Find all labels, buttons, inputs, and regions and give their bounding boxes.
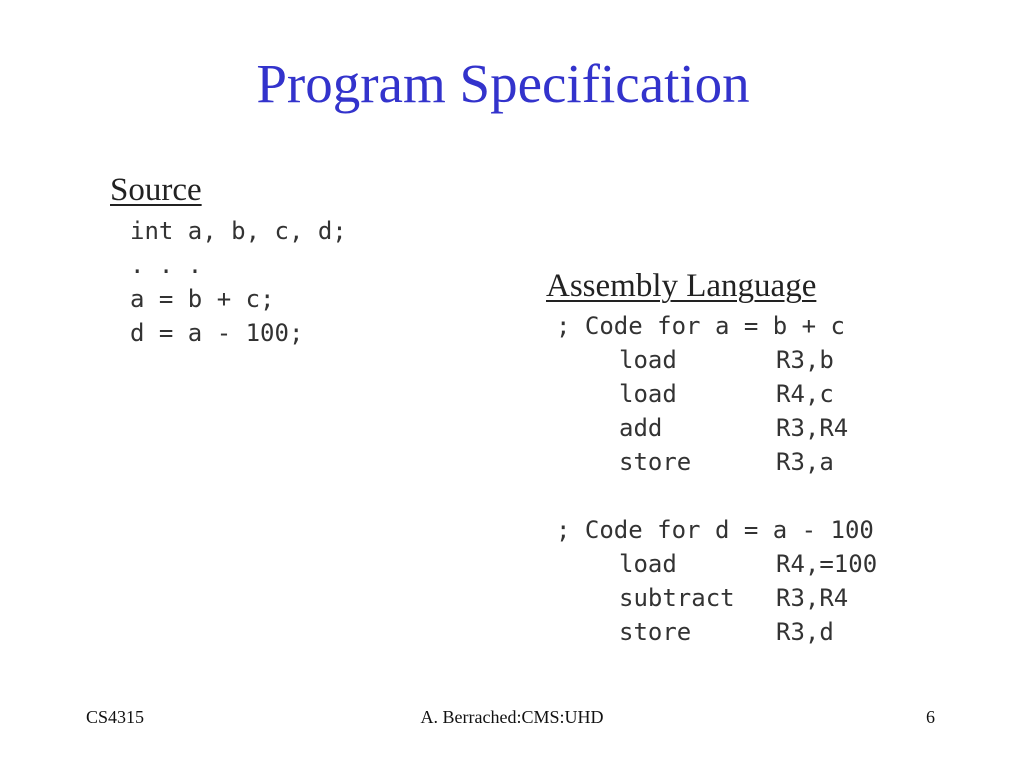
instruction-args: R4,c xyxy=(776,380,834,408)
instruction-op: subtract xyxy=(619,584,735,612)
source-line: a = b + c; xyxy=(130,285,275,313)
assembly-comment: ; Code for a = b + c xyxy=(556,312,845,340)
slide-title: Program Specification xyxy=(256,53,750,114)
instruction-op: store xyxy=(619,448,692,476)
instruction-args: R3,b xyxy=(776,346,834,374)
source-heading: Source xyxy=(110,172,202,208)
instruction-args: R3,R4 xyxy=(776,584,849,612)
source-line: int a, b, c, d; xyxy=(130,217,347,245)
instruction-op: store xyxy=(619,618,692,646)
source-line: d = a - 100; xyxy=(130,319,304,347)
assembly-heading: Assembly Language xyxy=(546,268,817,304)
footer-course: CS4315 xyxy=(86,707,145,727)
assembly-comment: ; Code for d = a - 100 xyxy=(556,516,874,544)
instruction-args: R3,d xyxy=(776,618,834,646)
footer-page-number: 6 xyxy=(926,707,935,727)
footer-author: A. Berrached:CMS:UHD xyxy=(420,707,604,727)
instruction-args: R4,=100 xyxy=(776,550,878,578)
instruction-args: R3,a xyxy=(776,448,834,476)
instruction-op: load xyxy=(619,550,677,578)
source-line: . . . xyxy=(130,251,203,279)
instruction-op: load xyxy=(619,346,677,374)
instruction-args: R3,R4 xyxy=(776,414,849,442)
instruction-op: load xyxy=(619,380,677,408)
instruction-op: add xyxy=(619,414,663,442)
